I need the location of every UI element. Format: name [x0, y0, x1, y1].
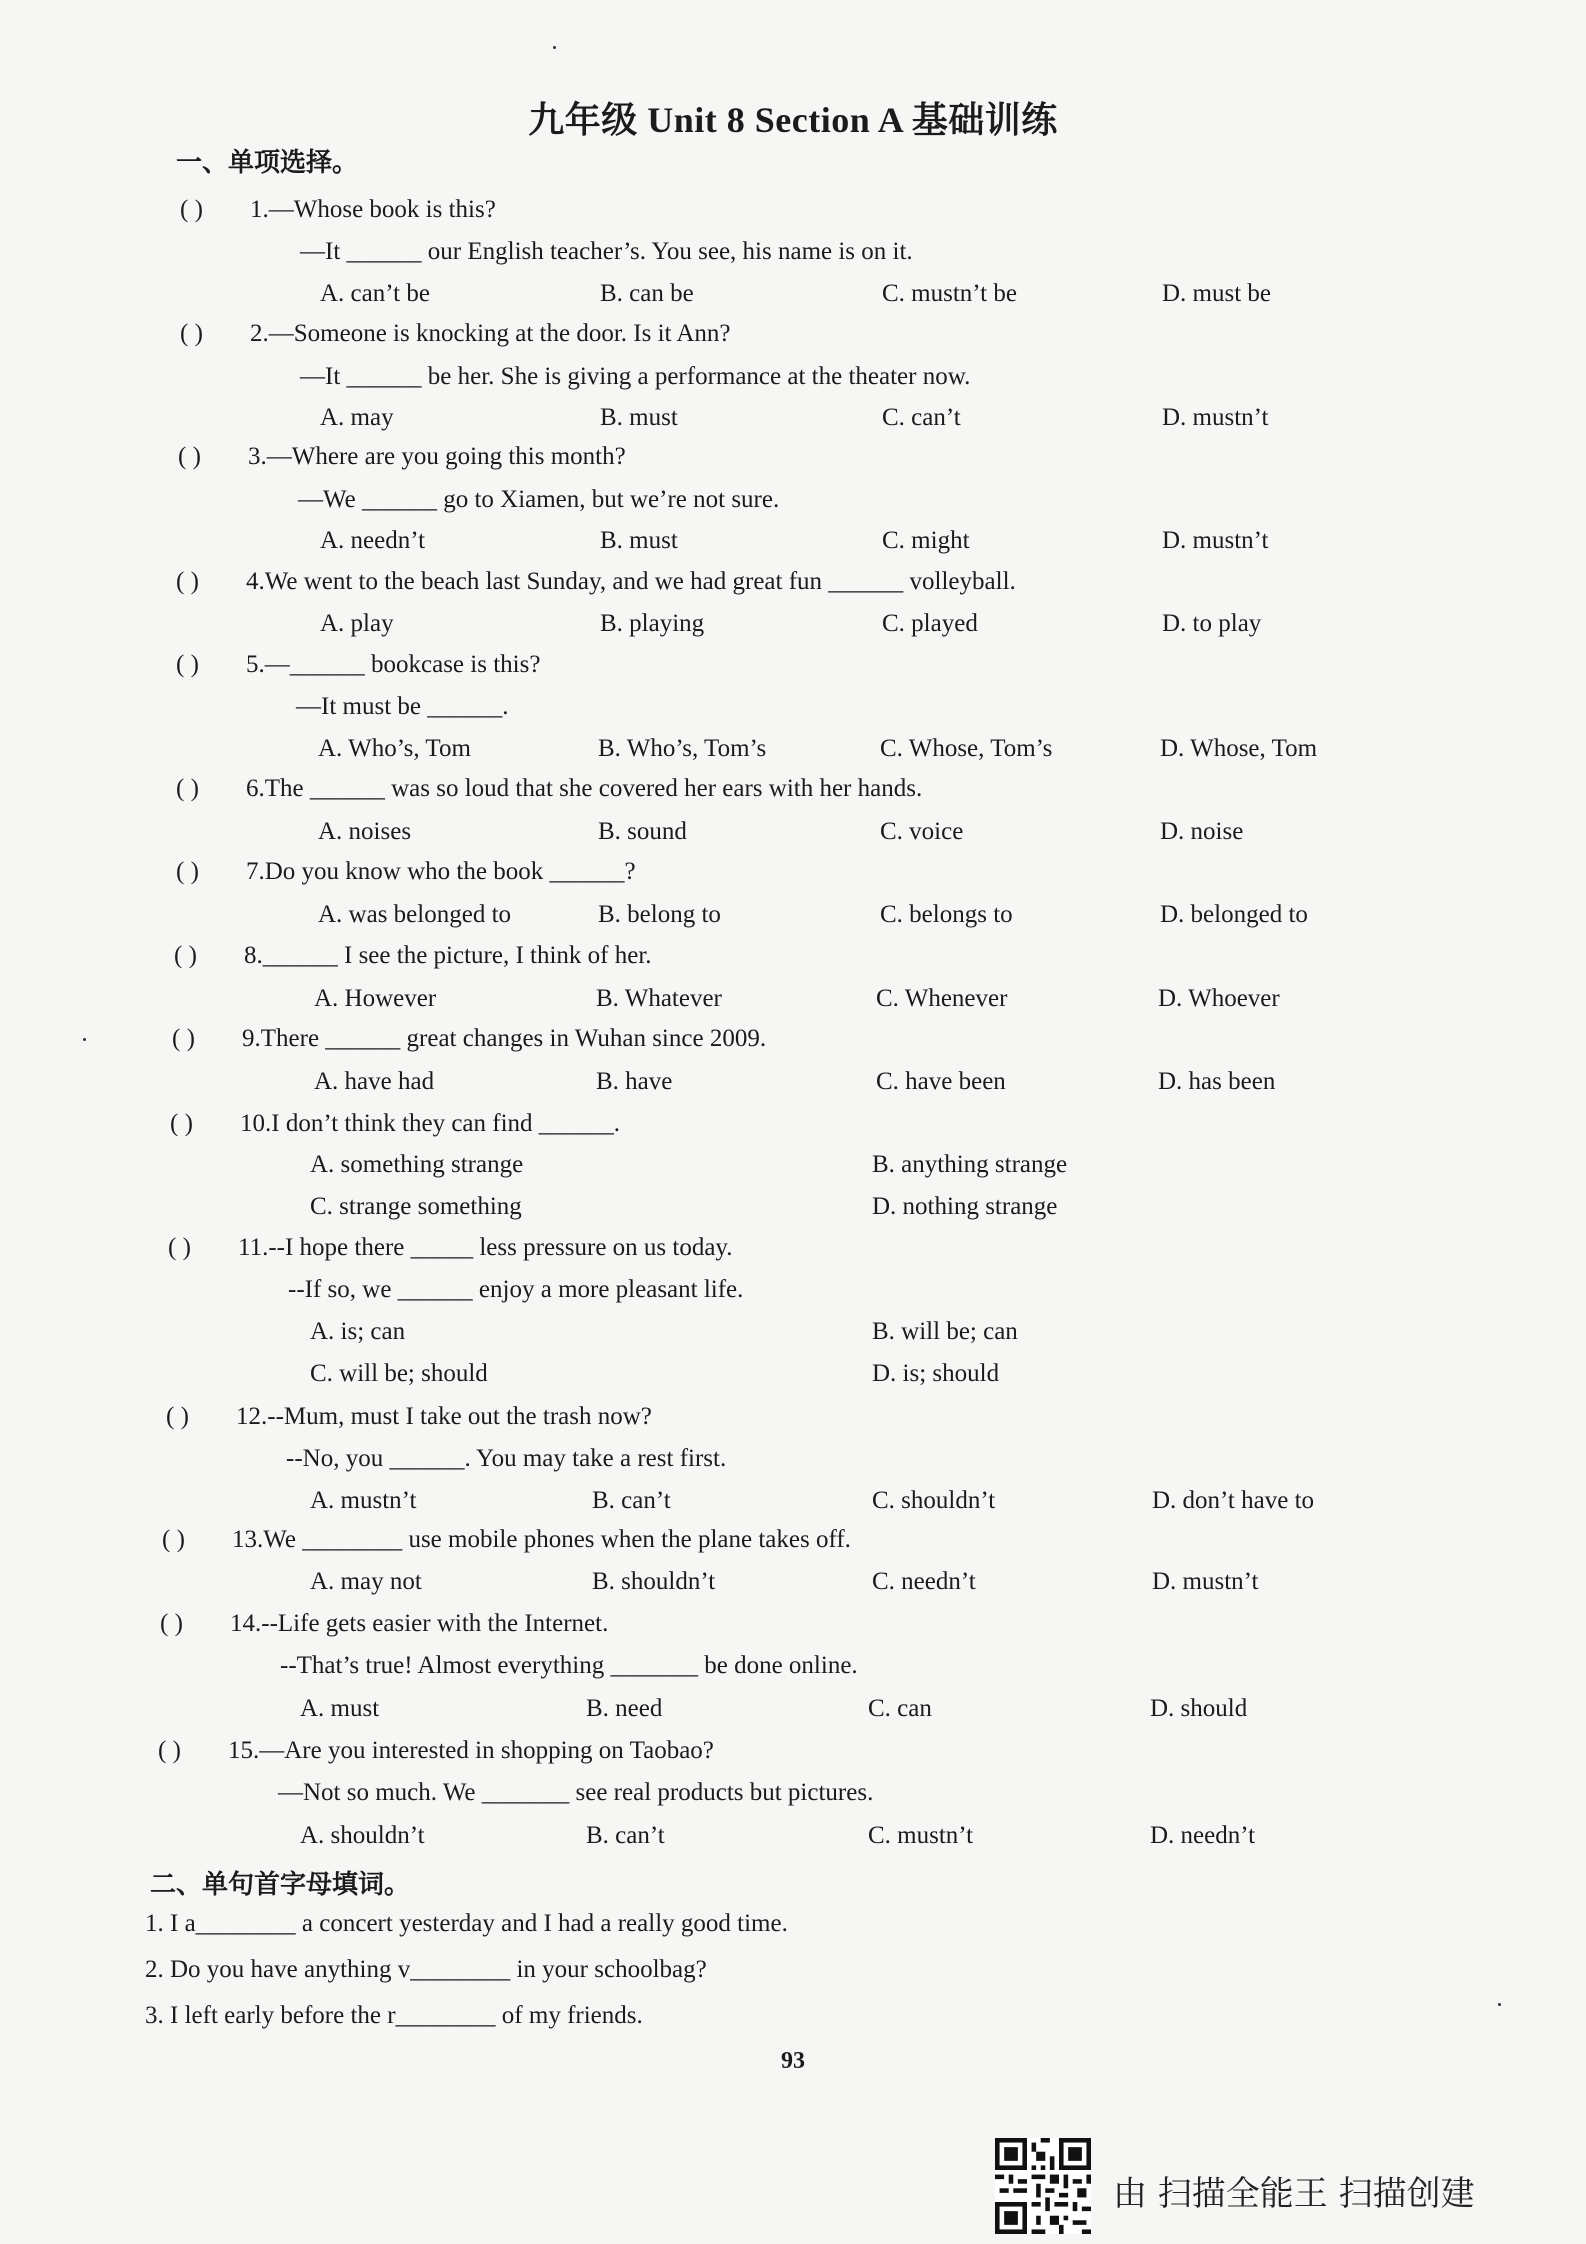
- question-10-option-d: D. nothing strange: [872, 1193, 1058, 1220]
- question-13-option-b: B. shouldn’t: [592, 1568, 716, 1595]
- question-7-option-b: B. belong to: [598, 901, 721, 928]
- question-1-line-2: —It ______ our English teacher’s. You see, his name is on it.: [300, 238, 913, 265]
- page-title: 九年级 Unit 8 Section A 基础训练: [528, 100, 1058, 140]
- question-6-option-b: B. sound: [598, 818, 687, 845]
- scan-speck: [553, 46, 556, 49]
- question-10-option-b: B. anything strange: [872, 1151, 1068, 1178]
- question-number: 10.: [240, 1110, 272, 1137]
- question-4-option-c: C. played: [882, 610, 978, 637]
- question-3-option-b: B. must: [600, 527, 678, 554]
- question-3-option-d: D. mustn’t: [1162, 527, 1269, 554]
- question-number: 11.: [238, 1234, 269, 1261]
- question-4-option-a: A. play: [320, 610, 394, 637]
- question-6-line-1: [176, 775, 922, 803]
- scan-speck: [1498, 2003, 1501, 2006]
- question-number: 5.: [246, 651, 265, 678]
- question-6-option-a: A. noises: [318, 818, 412, 845]
- question-8-option-d: D. Whoever: [1158, 985, 1280, 1012]
- answer-bracket: ( ): [180, 196, 203, 223]
- page-number: 93: [781, 2048, 805, 2074]
- answer-bracket: ( ): [158, 1737, 181, 1764]
- question-12-option-b: B. can’t: [592, 1487, 671, 1514]
- question-7-option-a: A. was belonged to: [318, 901, 512, 928]
- question-12-line-1: [166, 1403, 652, 1431]
- question-text: —Are you interested in shopping on Taobao?: [259, 1737, 714, 1764]
- answer-bracket: ( ): [168, 1234, 191, 1261]
- fill-item-3: 3. I left early before the r________ of my friends.: [145, 2002, 643, 2029]
- question-text: —Someone is knocking at the door. Is it Ann?: [268, 320, 731, 347]
- question-number: 4.: [246, 568, 265, 595]
- question-10-line-1: [170, 1110, 620, 1138]
- question-2-line-2: —It ______ be her. She is giving a performance at the theater now.: [300, 363, 971, 390]
- question-number: 15.: [228, 1737, 260, 1764]
- qr-code-icon: [995, 2138, 1091, 2234]
- answer-bracket: ( ): [176, 858, 199, 885]
- answer-bracket: ( ): [174, 942, 197, 969]
- question-8-option-a: A. However: [314, 985, 437, 1012]
- question-8-option-b: B. Whatever: [596, 985, 722, 1012]
- question-number: 14.: [230, 1610, 262, 1637]
- question-1-option-b: B. can be: [600, 280, 694, 307]
- question-number: 7.: [246, 858, 265, 885]
- question-number: 12.: [236, 1403, 268, 1430]
- question-15-option-a: A. shouldn’t: [300, 1822, 425, 1849]
- question-9-option-a: A. have had: [314, 1068, 435, 1095]
- question-number: 8.: [244, 942, 263, 969]
- question-6-option-d: D. noise: [1160, 818, 1244, 845]
- question-3-line-1: [178, 443, 626, 471]
- question-11-option-c: C. will be; should: [310, 1360, 488, 1387]
- question-12-option-d: D. don’t have to: [1152, 1487, 1315, 1514]
- question-text: I don’t think they can find ______.: [271, 1110, 621, 1137]
- answer-bracket: ( ): [180, 320, 203, 347]
- question-1-option-d: D. must be: [1162, 280, 1272, 307]
- question-10-option-c: C. strange something: [310, 1193, 522, 1220]
- section1-heading: 一、单项选择。: [176, 148, 359, 177]
- question-15-line-1: [158, 1737, 714, 1765]
- question-9-option-d: D. has been: [1158, 1068, 1276, 1095]
- question-14-option-a: A. must: [300, 1695, 380, 1722]
- question-13-option-c: C. needn’t: [872, 1568, 976, 1595]
- question-4-option-b: B. playing: [600, 610, 705, 637]
- scanner-footer: [995, 2138, 1555, 2234]
- question-15-option-d: D. needn’t: [1150, 1822, 1256, 1849]
- question-15-line-2: —Not so much. We _______ see real products but pictures.: [278, 1779, 874, 1806]
- question-5-option-b: B. Who’s, Tom’s: [598, 735, 767, 762]
- question-7-option-d: D. belonged to: [1160, 901, 1308, 928]
- question-text: —Whose book is this?: [268, 196, 496, 223]
- answer-bracket: ( ): [160, 1610, 183, 1637]
- question-14-option-b: B. need: [586, 1695, 663, 1722]
- question-3-option-c: C. might: [882, 527, 970, 554]
- question-5-line-1: [176, 651, 540, 679]
- question-2-line-1: [180, 320, 731, 348]
- question-12-line-2: --No, you ______. You may take a rest first.: [286, 1445, 727, 1472]
- question-text: —Where are you going this month?: [266, 443, 626, 470]
- question-2-option-c: C. can’t: [882, 404, 961, 431]
- answer-bracket: ( ): [176, 568, 199, 595]
- question-12-option-a: A. mustn’t: [310, 1487, 417, 1514]
- question-text: We went to the beach last Sunday, and we had great fun ______ volleyball.: [264, 568, 1016, 595]
- question-1-line-1: [180, 196, 496, 224]
- section2-heading: 二、单句首字母填词。: [150, 1870, 411, 1899]
- answer-bracket: ( ): [172, 1025, 195, 1052]
- question-2-option-d: D. mustn’t: [1162, 404, 1269, 431]
- fill-item-1: 1. I a________ a concert yesterday and I had a really good time.: [145, 1910, 788, 1937]
- question-11-option-d: D. is; should: [872, 1360, 1000, 1387]
- question-14-option-c: C. can: [868, 1695, 932, 1722]
- answer-bracket: ( ): [162, 1526, 185, 1553]
- question-6-option-c: C. voice: [880, 818, 964, 845]
- question-14-option-d: D. should: [1150, 1695, 1248, 1722]
- question-1-option-a: A. can’t be: [320, 280, 430, 307]
- question-text: --Mum, must I take out the trash now?: [267, 1403, 652, 1430]
- question-13-line-1: [162, 1526, 851, 1554]
- question-7-option-c: C. belongs to: [880, 901, 1013, 928]
- question-1-option-c: C. mustn’t be: [882, 280, 1017, 307]
- answer-bracket: ( ): [166, 1403, 189, 1430]
- question-text: We ________ use mobile phones when the plane takes off.: [263, 1526, 851, 1553]
- question-2-option-a: A. may: [320, 404, 394, 431]
- question-9-option-b: B. have: [596, 1068, 673, 1095]
- question-number: 3.: [248, 443, 267, 470]
- question-11-option-a: A. is; can: [310, 1318, 406, 1345]
- question-number: 6.: [246, 775, 265, 802]
- question-7-line-1: [176, 858, 636, 886]
- fill-item-2: 2. Do you have anything v________ in your schoolbag?: [145, 1956, 707, 1983]
- question-2-option-b: B. must: [600, 404, 678, 431]
- question-14-line-2: --That’s true! Almost everything _______ be done online.: [280, 1652, 858, 1679]
- answer-bracket: ( ): [176, 651, 199, 678]
- question-5-option-a: A. Who’s, Tom: [318, 735, 471, 762]
- question-text: Do you know who the book ______?: [264, 858, 636, 885]
- question-number: 2.: [250, 320, 269, 347]
- question-number: 9.: [242, 1025, 261, 1052]
- answer-bracket: ( ): [176, 775, 199, 802]
- question-text: The ______ was so loud that she covered her ears with her hands.: [264, 775, 923, 802]
- question-number: 1.: [250, 196, 269, 223]
- scan-speck: [83, 1038, 86, 1041]
- question-8-option-c: C. Whenever: [876, 985, 1008, 1012]
- question-text: There ______ great changes in Wuhan since 2009.: [260, 1025, 767, 1052]
- question-15-option-b: B. can’t: [586, 1822, 665, 1849]
- question-13-option-a: A. may not: [310, 1568, 422, 1595]
- question-4-line-1: [176, 568, 1016, 596]
- question-15-option-c: C. mustn’t: [868, 1822, 974, 1849]
- question-number: 13.: [232, 1526, 264, 1553]
- question-3-line-2: —We ______ go to Xiamen, but we’re not sure.: [298, 486, 780, 513]
- question-11-line-2: --If so, we ______ enjoy a more pleasant life.: [288, 1276, 744, 1303]
- question-11-option-b: B. will be; can: [872, 1318, 1018, 1345]
- question-10-option-a: A. something strange: [310, 1151, 524, 1178]
- question-5-line-2: —It must be ______.: [296, 693, 509, 720]
- question-text: —______ bookcase is this?: [264, 651, 541, 678]
- question-3-option-a: A. needn’t: [320, 527, 426, 554]
- question-text: --I hope there _____ less pressure on us today.: [268, 1234, 733, 1261]
- answer-bracket: ( ): [178, 443, 201, 470]
- scanner-credit: 由 扫描全能王 扫描创建: [1113, 2174, 1475, 2214]
- question-9-line-1: [172, 1025, 766, 1053]
- question-11-line-1: [168, 1234, 733, 1262]
- question-5-option-d: D. Whose, Tom: [1160, 735, 1318, 762]
- question-5-option-c: C. Whose, Tom’s: [880, 735, 1053, 762]
- question-text: --Life gets easier with the Internet.: [261, 1610, 609, 1637]
- question-text: ______ I see the picture, I think of her.: [262, 942, 652, 969]
- question-9-option-c: C. have been: [876, 1068, 1006, 1095]
- question-13-option-d: D. mustn’t: [1152, 1568, 1259, 1595]
- question-8-line-1: [174, 942, 652, 970]
- question-12-option-c: C. shouldn’t: [872, 1487, 996, 1514]
- answer-bracket: ( ): [170, 1110, 193, 1137]
- question-14-line-1: [160, 1610, 608, 1638]
- question-4-option-d: D. to play: [1162, 610, 1262, 637]
